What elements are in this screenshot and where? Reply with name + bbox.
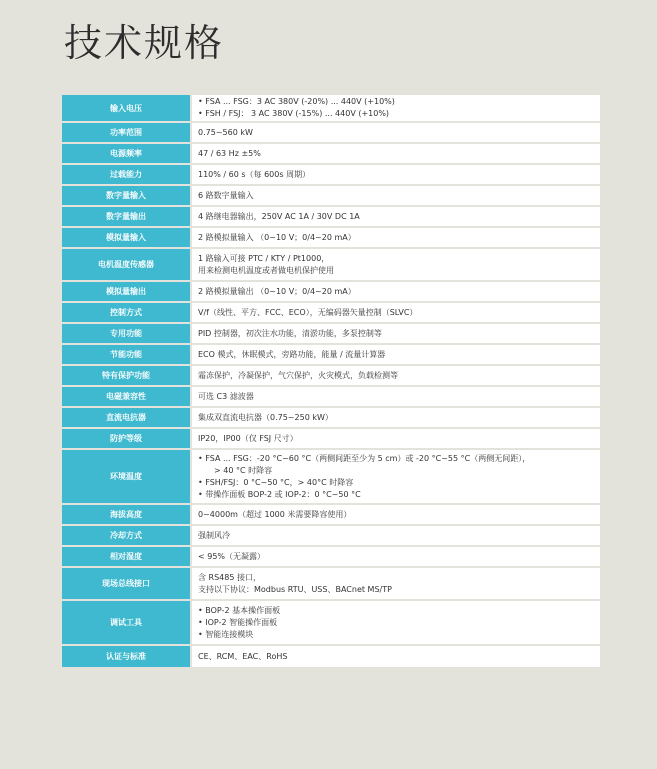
spec-value xyxy=(192,505,600,526)
spec-row xyxy=(62,324,600,345)
spec-value-line: 0.75~560 kW xyxy=(198,127,253,137)
spec-label: 专用功能 xyxy=(62,324,192,345)
spec-label: 模拟量输入 xyxy=(62,228,192,249)
spec-value xyxy=(192,144,600,165)
spec-bullet-line: • BOP-2 基本操作面板 xyxy=(198,605,600,617)
spec-bullet-line: • FSA ... FSG：-20 °C~60 °C（两侧间距至少为 5 cm）或 -20 °C~55 °C（两侧无间距）， xyxy=(198,453,600,465)
spec-label: 电磁兼容性 xyxy=(62,387,192,408)
spec-row xyxy=(62,207,600,228)
spec-value xyxy=(192,282,600,303)
spec-row xyxy=(62,646,600,667)
spec-value-line: 含 RS485 接口， xyxy=(198,572,261,582)
spec-value xyxy=(192,450,600,505)
spec-row xyxy=(62,123,600,144)
spec-label: 冷却方式 xyxy=(62,526,192,547)
spec-value-line: 支持以下协议：Modbus RTU、USS、BACnet MS/TP xyxy=(198,584,392,594)
spec-value xyxy=(192,366,600,387)
spec-label: 防护等级 xyxy=(62,429,192,450)
spec-value-line: 集成双直流电抗器（0.75~250 kW） xyxy=(198,412,333,422)
spec-value xyxy=(192,568,600,601)
spec-row xyxy=(62,387,600,408)
spec-row xyxy=(62,601,600,646)
spec-label: 数字量输出 xyxy=(62,207,192,228)
spec-row xyxy=(62,505,600,526)
spec-value-line: 2 路模拟量输出 （0~10 V；0/4~20 mA） xyxy=(198,286,356,296)
spec-row xyxy=(62,165,600,186)
page-title: 技术规格 xyxy=(64,21,225,65)
spec-value-line: 0~4000m（超过 1000 米需要降容使用） xyxy=(198,509,352,519)
spec-row xyxy=(62,303,600,324)
spec-row xyxy=(62,429,600,450)
spec-label: 海拔高度 xyxy=(62,505,192,526)
spec-value xyxy=(192,123,600,144)
spec-value xyxy=(192,646,600,667)
spec-bullet-line: • 带操作面板 BOP-2 或 IOP-2：0 °C~50 °C xyxy=(198,489,600,501)
spec-value-line: > 40 °C 时降容 xyxy=(214,465,273,475)
spec-label: 过载能力 xyxy=(62,165,192,186)
spec-value-line: PID 控制器，初次注水功能，清淤功能，多泵控制等 xyxy=(198,328,382,338)
spec-value xyxy=(192,429,600,450)
spec-row xyxy=(62,547,600,568)
spec-table xyxy=(62,95,600,667)
spec-value-line: 110% / 60 s（每 600s 周期） xyxy=(198,169,311,179)
spec-value xyxy=(192,547,600,568)
spec-value-line: 47 / 63 Hz ±5% xyxy=(198,148,261,158)
spec-value-line: V/f（线性、平方、FCC、ECO），无编码器矢量控制（SLVC） xyxy=(198,307,418,317)
spec-row xyxy=(62,144,600,165)
spec-value-line: ECO 模式，休眠模式，旁路功能，能量 / 流量计算器 xyxy=(198,349,386,359)
spec-value-line: 强制风冷 xyxy=(198,530,230,540)
spec-row xyxy=(62,95,600,123)
spec-value-line: 霜冻保护，冷凝保护，气穴保护，火灾模式，负载检测等 xyxy=(198,370,398,380)
spec-label: 相对湿度 xyxy=(62,547,192,568)
spec-bullet-line: • FSH / FSJ： 3 AC 380V (-15%) ... 440V (+10%) xyxy=(198,108,600,120)
spec-value xyxy=(192,324,600,345)
spec-value xyxy=(192,601,600,646)
spec-row xyxy=(62,228,600,249)
spec-value xyxy=(192,95,600,123)
spec-row xyxy=(62,408,600,429)
spec-row xyxy=(62,186,600,207)
spec-value-line: 1 路输入可接 PTC / KTY / Pt1000， xyxy=(198,253,330,263)
spec-value xyxy=(192,303,600,324)
spec-row xyxy=(62,282,600,303)
spec-table-body xyxy=(62,95,600,667)
spec-label: 模拟量输出 xyxy=(62,282,192,303)
spec-row xyxy=(62,366,600,387)
spec-row xyxy=(62,450,600,505)
spec-value xyxy=(192,186,600,207)
spec-label: 控制方式 xyxy=(62,303,192,324)
spec-row xyxy=(62,568,600,601)
spec-value-line: 用来检测电机温度或者做电机保护使用 xyxy=(198,265,334,275)
spec-value xyxy=(192,345,600,366)
spec-bullet-line: • FSH/FSJ：0 °C~50 °C，> 40°C 时降容 xyxy=(198,477,600,489)
spec-label: 功率范围 xyxy=(62,123,192,144)
spec-value xyxy=(192,387,600,408)
spec-label: 认证与标准 xyxy=(62,646,192,667)
spec-label: 现场总线接口 xyxy=(62,568,192,601)
spec-value xyxy=(192,207,600,228)
spec-value-line: 2 路模拟量输入 （0~10 V；0/4~20 mA） xyxy=(198,232,356,242)
spec-label: 数字量输入 xyxy=(62,186,192,207)
spec-label: 调试工具 xyxy=(62,601,192,646)
spec-label: 电机温度传感器 xyxy=(62,249,192,282)
spec-value-line: CE、RCM、EAC、RoHS xyxy=(198,651,288,661)
spec-value xyxy=(192,249,600,282)
spec-value xyxy=(192,408,600,429)
spec-label: 直流电抗器 xyxy=(62,408,192,429)
spec-value-line: IP20，IP00（仅 FSJ 尺寸） xyxy=(198,433,298,443)
spec-row xyxy=(62,526,600,547)
spec-row xyxy=(62,249,600,282)
spec-value xyxy=(192,165,600,186)
spec-value-line: 6 路数字量输入 xyxy=(198,190,254,200)
spec-value-line: < 95%（无凝露） xyxy=(198,551,266,561)
spec-value-line: 4 路继电器输出，250V AC 1A / 30V DC 1A xyxy=(198,211,360,221)
spec-bullet-line: • IOP-2 智能操作面板 xyxy=(198,617,600,629)
spec-row xyxy=(62,345,600,366)
spec-value xyxy=(192,228,600,249)
spec-value-line: 可选 C3 滤波器 xyxy=(198,391,254,401)
spec-label: 环境温度 xyxy=(62,450,192,505)
spec-bullet-line: • FSA ... FSG：3 AC 380V (-20%) ... 440V (+10%) xyxy=(198,96,600,108)
spec-label: 节能功能 xyxy=(62,345,192,366)
spec-label: 电源频率 xyxy=(62,144,192,165)
spec-bullet-line: • 智能连接模块 xyxy=(198,629,600,641)
spec-value xyxy=(192,526,600,547)
spec-label: 输入电压 xyxy=(62,95,192,123)
spec-label: 特有保护功能 xyxy=(62,366,192,387)
